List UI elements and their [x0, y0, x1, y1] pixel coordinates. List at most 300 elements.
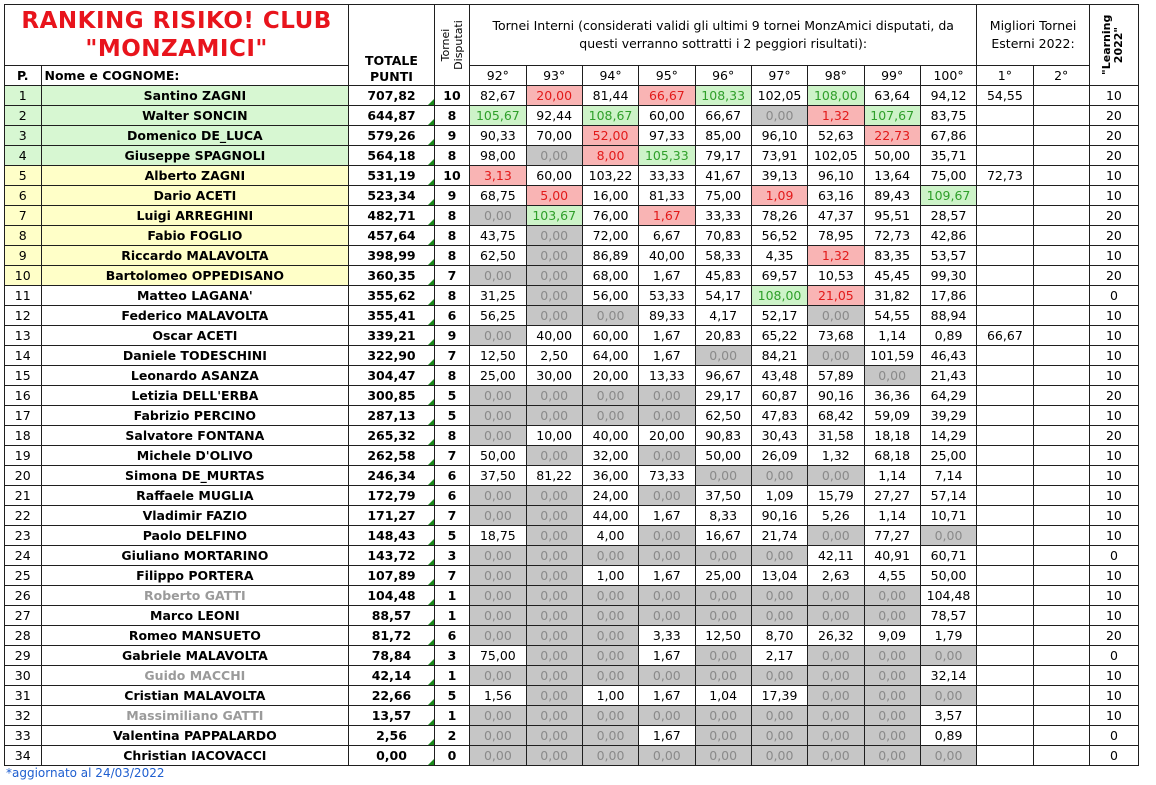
player-name: Raffaele MUGLIA	[41, 486, 349, 506]
learning-points: 20	[1089, 106, 1138, 126]
player-name: Luigi ARREGHINI	[41, 206, 349, 226]
tourney-score: 0,00	[751, 606, 807, 626]
tourney-score: 0,00	[582, 546, 638, 566]
tourney-score: 5,00	[526, 186, 582, 206]
learning-points: 10	[1089, 606, 1138, 626]
player-name: Paolo DELFINO	[41, 526, 349, 546]
tourney-score: 0,00	[639, 746, 695, 766]
tourney-score: 63,64	[864, 86, 920, 106]
rank-position: 33	[5, 726, 42, 746]
tourney-score: 0,00	[526, 626, 582, 646]
player-name: Simona DE_MURTAS	[41, 466, 349, 486]
player-row	[5, 526, 1139, 546]
tourney-score: 57,89	[808, 366, 864, 386]
player-name: Walter SONCIN	[41, 106, 349, 126]
tourney-score: 0,00	[695, 726, 751, 746]
player-row	[5, 106, 1139, 126]
tourney-score: 24,00	[582, 486, 638, 506]
player-name: Valentina PAPPALARDO	[41, 726, 349, 746]
tourney-score: 41,67	[695, 166, 751, 186]
tourney-score: 109,67	[920, 186, 976, 206]
tourney-score: 82,67	[470, 86, 526, 106]
tourney-score: 50,00	[470, 446, 526, 466]
tourney-score: 0,00	[808, 706, 864, 726]
external-score	[1033, 406, 1089, 426]
tourney-score: 35,71	[920, 146, 976, 166]
tourney-score: 73,33	[639, 466, 695, 486]
tourney-score: 0,00	[639, 406, 695, 426]
tornei-disputati: 0	[434, 746, 469, 766]
tourney-score: 0,00	[639, 386, 695, 406]
external-score	[977, 206, 1033, 226]
external-score	[977, 686, 1033, 706]
tourney-score: 0,00	[526, 446, 582, 466]
total-header-line2: PUNTI	[370, 69, 413, 84]
player-name: Riccardo MALAVOLTA	[41, 246, 349, 266]
tourney-score: 40,91	[864, 546, 920, 566]
tourney-score: 64,29	[920, 386, 976, 406]
learning-points: 0	[1089, 646, 1138, 666]
tourney-score: 18,75	[470, 526, 526, 546]
tourney-header: 96°	[695, 66, 751, 86]
tourney-score: 84,21	[751, 346, 807, 366]
external-score	[1033, 306, 1089, 326]
tourney-score: 0,00	[695, 586, 751, 606]
learning-points: 10	[1089, 586, 1138, 606]
external-score	[1033, 326, 1089, 346]
tornei-disputati: 7	[434, 446, 469, 466]
esterni-col-header: 1°	[977, 66, 1033, 86]
rank-position: 20	[5, 466, 42, 486]
external-score	[1033, 506, 1089, 526]
player-name: Domenico DE_LUCA	[41, 126, 349, 146]
tourney-score: 69,57	[751, 266, 807, 286]
tourney-score: 70,83	[695, 226, 751, 246]
tourney-score: 42,86	[920, 226, 976, 246]
tourney-score: 25,00	[470, 366, 526, 386]
tourney-score: 1,56	[470, 686, 526, 706]
player-row	[5, 646, 1139, 666]
rank-position: 2	[5, 106, 42, 126]
tourney-score: 1,32	[808, 106, 864, 126]
tourney-score: 0,00	[526, 546, 582, 566]
learning-points: 20	[1089, 226, 1138, 246]
tourney-score: 0,00	[808, 586, 864, 606]
external-score	[977, 286, 1033, 306]
tourney-score: 90,16	[808, 386, 864, 406]
learning-points: 10	[1089, 666, 1138, 686]
total-points: 246,34	[349, 466, 435, 486]
tourney-score: 0,00	[808, 746, 864, 766]
tourney-score: 0,00	[864, 706, 920, 726]
rank-position: 8	[5, 226, 42, 246]
tornei-disputati: 8	[434, 206, 469, 226]
rank-position: 11	[5, 286, 42, 306]
player-row	[5, 86, 1139, 106]
external-score	[1033, 546, 1089, 566]
learning-points: 10	[1089, 346, 1138, 366]
tornei-disputati: 6	[434, 626, 469, 646]
tourney-score: 0,00	[582, 726, 638, 746]
player-row	[5, 566, 1139, 586]
tourney-score: 0,00	[470, 386, 526, 406]
tourney-score: 54,55	[864, 306, 920, 326]
tourney-score: 10,00	[526, 426, 582, 446]
tourney-score: 3,33	[639, 626, 695, 646]
player-row	[5, 746, 1139, 766]
player-name: Bartolomeo OPPEDISANO	[41, 266, 349, 286]
tourney-score: 97,33	[639, 126, 695, 146]
tourney-score: 2,50	[526, 346, 582, 366]
total-points: 398,99	[349, 246, 435, 266]
tourney-score: 66,67	[639, 86, 695, 106]
tourney-score: 60,71	[920, 546, 976, 566]
disputati-label: Tornei Disputati	[438, 20, 465, 70]
learning-points: 10	[1089, 366, 1138, 386]
tourney-score: 0,00	[751, 586, 807, 606]
learning-points: 20	[1089, 426, 1138, 446]
tourney-score: 18,18	[864, 426, 920, 446]
tourney-score: 60,00	[639, 106, 695, 126]
rank-position: 18	[5, 426, 42, 446]
tourney-score: 0,00	[582, 606, 638, 626]
rank-position: 5	[5, 166, 42, 186]
tourney-score: 1,67	[639, 326, 695, 346]
total-points: 81,72	[349, 626, 435, 646]
tourney-score: 36,36	[864, 386, 920, 406]
tornei-disputati: 10	[434, 86, 469, 106]
tourney-score: 78,26	[751, 206, 807, 226]
player-name: Gabriele MALAVOLTA	[41, 646, 349, 666]
tourney-score: 25,00	[695, 566, 751, 586]
tourney-score: 8,70	[751, 626, 807, 646]
player-row	[5, 586, 1139, 606]
tornei-disputati: 10	[434, 166, 469, 186]
player-row	[5, 206, 1139, 226]
total-points: 579,26	[349, 126, 435, 146]
tourney-score: 95,51	[864, 206, 920, 226]
tourney-score: 0,00	[526, 646, 582, 666]
tourney-score: 0,00	[920, 526, 976, 546]
tourney-score: 16,67	[695, 526, 751, 546]
tornei-disputati: 7	[434, 566, 469, 586]
learning-points: 0	[1089, 746, 1138, 766]
tourney-score: 0,00	[526, 386, 582, 406]
esterni-col-header: 2°	[1033, 66, 1089, 86]
tourney-score: 44,00	[582, 506, 638, 526]
interni-header: Tornei Interni (considerati validi gli ultimi 9 tornei MonzAmici disputati, da questi verranno sottratti i 2 peggiori risultati):	[470, 5, 977, 66]
total-points: 339,21	[349, 326, 435, 346]
tourney-score: 40,00	[526, 326, 582, 346]
player-name: Giuseppe SPAGNOLI	[41, 146, 349, 166]
learning-points: 0	[1089, 546, 1138, 566]
tourney-score: 88,94	[920, 306, 976, 326]
tourney-score: 20,00	[639, 426, 695, 446]
tourney-score: 0,00	[864, 586, 920, 606]
tourney-score: 26,32	[808, 626, 864, 646]
learning-points: 10	[1089, 526, 1138, 546]
tourney-score: 27,27	[864, 486, 920, 506]
tourney-score: 0,00	[751, 466, 807, 486]
tourney-score: 13,33	[639, 366, 695, 386]
external-score	[977, 306, 1033, 326]
tourney-score: 90,83	[695, 426, 751, 446]
tourney-score: 0,00	[639, 486, 695, 506]
tourney-score: 43,48	[751, 366, 807, 386]
tourney-score: 75,00	[470, 646, 526, 666]
tourney-score: 0,00	[526, 146, 582, 166]
rank-position: 16	[5, 386, 42, 406]
tourney-score: 68,42	[808, 406, 864, 426]
external-score	[1033, 526, 1089, 546]
tourney-header: 93°	[526, 66, 582, 86]
tourney-score: 0,00	[470, 266, 526, 286]
learning-points: 20	[1089, 146, 1138, 166]
rank-position: 26	[5, 586, 42, 606]
tourney-header: 98°	[808, 66, 864, 86]
tourney-score: 10,53	[808, 266, 864, 286]
title-line-1: RANKING RISIKO! CLUB	[21, 8, 332, 34]
tourney-score: 1,32	[808, 246, 864, 266]
tornei-disputati: 9	[434, 186, 469, 206]
tourney-score: 90,33	[470, 126, 526, 146]
rank-position: 28	[5, 626, 42, 646]
learning-points: 20	[1089, 626, 1138, 646]
tourney-score: 53,33	[639, 286, 695, 306]
tornei-disputati: 5	[434, 386, 469, 406]
footnote: *aggiornato al 24/03/2022	[6, 766, 165, 780]
total-points: 564,18	[349, 146, 435, 166]
total-header-line1: TOTALE	[365, 53, 418, 68]
external-score	[1033, 106, 1089, 126]
tourney-score: 96,10	[751, 126, 807, 146]
external-score	[977, 726, 1033, 746]
tourney-score: 108,67	[582, 106, 638, 126]
player-name: Federico MALAVOLTA	[41, 306, 349, 326]
tornei-disputati: 8	[434, 246, 469, 266]
tourney-header: 94°	[582, 66, 638, 86]
rank-position: 12	[5, 306, 42, 326]
tourney-score: 0,00	[808, 526, 864, 546]
tourney-header: 92°	[470, 66, 526, 86]
tourney-score: 101,59	[864, 346, 920, 366]
player-name: Massimiliano GATTI	[41, 706, 349, 726]
tourney-score: 85,00	[695, 126, 751, 146]
tourney-score: 0,89	[920, 726, 976, 746]
tourney-score: 56,00	[582, 286, 638, 306]
tourney-score: 1,67	[639, 346, 695, 366]
learning-points: 20	[1089, 266, 1138, 286]
tourney-score: 0,00	[470, 326, 526, 346]
tourney-score: 45,45	[864, 266, 920, 286]
player-row	[5, 726, 1139, 746]
name-header: Nome e COGNOME:	[41, 66, 349, 86]
tourney-score: 0,00	[582, 626, 638, 646]
tourney-score: 77,27	[864, 526, 920, 546]
learning-points: 10	[1089, 706, 1138, 726]
tourney-score: 0,00	[808, 306, 864, 326]
tourney-score: 1,67	[639, 566, 695, 586]
tourney-score: 5,26	[808, 506, 864, 526]
total-points: 265,32	[349, 426, 435, 446]
tourney-score: 50,00	[920, 566, 976, 586]
tornei-disputati: 5	[434, 686, 469, 706]
rank-position: 13	[5, 326, 42, 346]
tourney-score: 1,09	[751, 486, 807, 506]
tourney-score: 0,00	[864, 726, 920, 746]
total-points: 88,57	[349, 606, 435, 626]
tourney-score: 33,33	[639, 166, 695, 186]
tourney-score: 0,00	[751, 726, 807, 746]
tourney-score: 1,67	[639, 686, 695, 706]
external-score	[977, 706, 1033, 726]
tourney-score: 104,48	[920, 586, 976, 606]
tourney-score: 60,87	[751, 386, 807, 406]
tourney-score: 1,67	[639, 726, 695, 746]
tourney-score: 37,50	[695, 486, 751, 506]
tourney-score: 0,00	[864, 366, 920, 386]
learning-points: 10	[1089, 406, 1138, 426]
rank-position: 24	[5, 546, 42, 566]
learning-points: 20	[1089, 386, 1138, 406]
external-score	[1033, 266, 1089, 286]
external-score	[1033, 646, 1089, 666]
external-score	[1033, 246, 1089, 266]
player-name: Marco LEONI	[41, 606, 349, 626]
player-row	[5, 486, 1139, 506]
tourney-score: 25,00	[920, 446, 976, 466]
player-name: Daniele TODESCHINI	[41, 346, 349, 366]
tourney-score: 68,75	[470, 186, 526, 206]
player-name: Filippo PORTERA	[41, 566, 349, 586]
tourney-score: 90,16	[751, 506, 807, 526]
tourney-score: 4,35	[751, 246, 807, 266]
external-score	[1033, 626, 1089, 646]
tourney-score: 56,52	[751, 226, 807, 246]
total-points: 355,41	[349, 306, 435, 326]
tourney-score: 0,00	[695, 646, 751, 666]
tourney-score: 0,00	[582, 666, 638, 686]
tourney-score: 1,32	[808, 446, 864, 466]
player-name: Giuliano MORTARINO	[41, 546, 349, 566]
tourney-score: 33,33	[695, 206, 751, 226]
tourney-score: 50,00	[864, 146, 920, 166]
tourney-score: 0,00	[582, 306, 638, 326]
external-score	[1033, 466, 1089, 486]
player-row	[5, 506, 1139, 526]
tourney-score: 108,00	[751, 286, 807, 306]
external-score	[977, 426, 1033, 446]
esterni-header: Migliori Tornei Esterni 2022:	[977, 5, 1090, 66]
tourney-score: 0,00	[470, 586, 526, 606]
tourney-score: 0,00	[470, 746, 526, 766]
tourney-score: 78,95	[808, 226, 864, 246]
tourney-score: 0,00	[470, 706, 526, 726]
tourney-score: 1,09	[751, 186, 807, 206]
player-row	[5, 266, 1139, 286]
tourney-score: 96,67	[695, 366, 751, 386]
rank-position: 10	[5, 266, 42, 286]
tourney-score: 0,00	[526, 746, 582, 766]
tourney-score: 0,00	[582, 646, 638, 666]
tourney-score: 0,00	[864, 646, 920, 666]
tornei-disputati: 6	[434, 466, 469, 486]
external-score	[977, 506, 1033, 526]
rank-position: 15	[5, 366, 42, 386]
learning-header	[1089, 5, 1138, 86]
tourney-score: 1,14	[864, 326, 920, 346]
player-name: Christian IACOVACCI	[41, 746, 349, 766]
tourney-score: 78,57	[920, 606, 976, 626]
tourney-score: 0,00	[639, 526, 695, 546]
tourney-score: 86,89	[582, 246, 638, 266]
tourney-score: 21,74	[751, 526, 807, 546]
external-score	[1033, 86, 1089, 106]
tourney-score: 108,00	[808, 86, 864, 106]
tornei-disputati: 8	[434, 146, 469, 166]
tourney-score: 0,00	[639, 586, 695, 606]
tourney-score: 30,43	[751, 426, 807, 446]
tourney-score: 0,00	[526, 266, 582, 286]
external-score	[977, 446, 1033, 466]
tourney-score: 0,00	[808, 686, 864, 706]
total-header	[349, 5, 435, 86]
tourney-score: 1,04	[695, 686, 751, 706]
player-name: Oscar ACETI	[41, 326, 349, 346]
tourney-score: 75,00	[920, 166, 976, 186]
total-points: 360,35	[349, 266, 435, 286]
tourney-score: 65,22	[751, 326, 807, 346]
rank-position: 29	[5, 646, 42, 666]
player-name: Vladimir FAZIO	[41, 506, 349, 526]
external-score: 66,67	[977, 326, 1033, 346]
tourney-header: 95°	[639, 66, 695, 86]
tourney-score: 26,09	[751, 446, 807, 466]
learning-points: 10	[1089, 566, 1138, 586]
tourney-score: 16,00	[582, 186, 638, 206]
tourney-score: 1,14	[864, 506, 920, 526]
external-score	[977, 566, 1033, 586]
player-row	[5, 326, 1139, 346]
external-score	[1033, 566, 1089, 586]
rank-position: 31	[5, 686, 42, 706]
tourney-score: 81,33	[639, 186, 695, 206]
tourney-score: 0,00	[808, 466, 864, 486]
pos-header: P.	[5, 66, 42, 86]
player-row	[5, 466, 1139, 486]
tourney-score: 0,00	[808, 646, 864, 666]
player-row	[5, 226, 1139, 246]
tourney-score: 14,29	[920, 426, 976, 446]
rank-position: 14	[5, 346, 42, 366]
player-row	[5, 186, 1139, 206]
tourney-score: 0,00	[526, 306, 582, 326]
tourney-score: 57,14	[920, 486, 976, 506]
total-points: 262,58	[349, 446, 435, 466]
tourney-score: 83,75	[920, 106, 976, 126]
total-points: 22,66	[349, 686, 435, 706]
tourney-score: 17,86	[920, 286, 976, 306]
title-cell	[5, 5, 349, 66]
player-row	[5, 166, 1139, 186]
tourney-score: 0,00	[639, 546, 695, 566]
tourney-score: 0,00	[751, 546, 807, 566]
tornei-disputati: 5	[434, 526, 469, 546]
learning-points: 0	[1089, 726, 1138, 746]
external-score	[977, 746, 1033, 766]
external-score	[977, 666, 1033, 686]
tourney-score: 0,00	[695, 606, 751, 626]
